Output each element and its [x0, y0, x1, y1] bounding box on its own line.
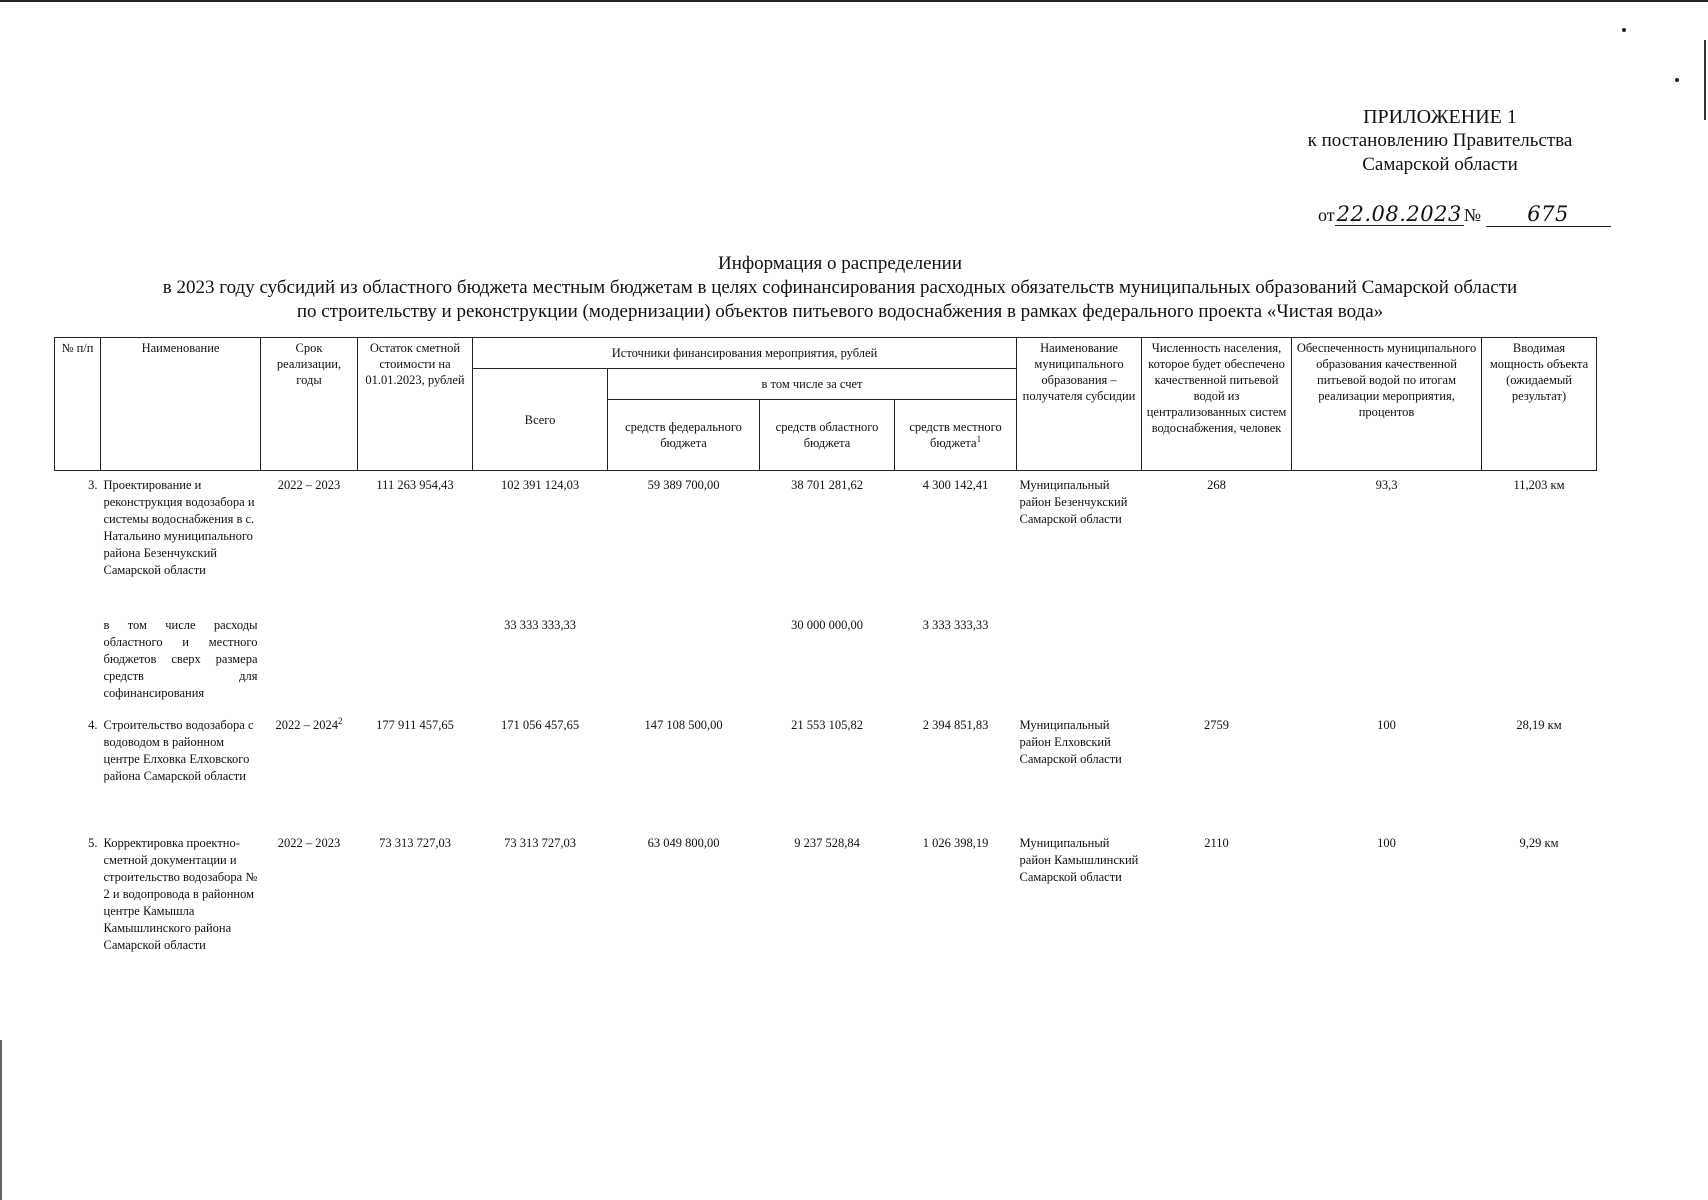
row-remaining: 111 263 954,43	[376, 478, 454, 492]
appendix-header	[1300, 105, 1580, 177]
header-total: Всего	[473, 369, 608, 471]
title-line-3: по строительству и реконструкции (модернизации) объектов питьевого водоснабжения в рамках федерального проекта «Чистая вода»	[296, 301, 1384, 322]
row-name: в том числе расходы областного и местного бюджетов сверх размера средств для софинансирования	[103, 617, 258, 700]
row-federal: 59 389 700,00	[647, 478, 720, 492]
scan-speck	[1622, 28, 1626, 32]
document-title	[60, 252, 1620, 324]
decree-line	[1318, 202, 1611, 227]
row-name: Корректировка проектно-сметной документации и строительство водозабора № 2 и водопровода в районном центре Камышла Камышлинского района Самарской области	[103, 835, 258, 952]
row-regional: 21 553 105,82	[791, 717, 863, 732]
appendix-region: Самарской области	[1362, 154, 1518, 175]
decree-number-label: №	[1463, 205, 1482, 225]
row-remaining: 73 313 727,03	[379, 835, 451, 850]
header-local-footnote: 1	[976, 433, 982, 444]
row-provision: 100	[1377, 717, 1396, 732]
row-recipient: Муниципальный район Камышлинский Самарской области	[1019, 835, 1139, 884]
table-row	[55, 711, 1597, 829]
row-no	[55, 611, 101, 711]
row-federal	[608, 611, 760, 711]
header-sources: Источники финансирования мероприятия, рублей	[473, 338, 1017, 369]
table-row	[55, 471, 1597, 611]
header-federal: средств федерального бюджета	[608, 400, 760, 471]
row-population: 268	[1207, 478, 1226, 492]
row-remaining: 177 911 457,65	[376, 717, 454, 732]
appendix-subtitle: к постановлению Правительства	[1307, 130, 1573, 151]
row-local: 1 026 398,19	[922, 835, 989, 850]
row-local: 3 333 333,33	[922, 617, 989, 632]
decree-from-label: от	[1318, 205, 1335, 225]
row-total: 102 391 124,03	[500, 478, 580, 492]
row-no: 3.	[88, 478, 98, 492]
table-body	[55, 471, 1597, 979]
header-provision: Обеспеченность муниципального образования качественной питьевой водой по итогам реализации мероприятия, процентов	[1292, 338, 1482, 471]
row-capacity: 9,29 км	[1519, 835, 1559, 850]
scan-right-edge	[1704, 40, 1706, 120]
row-local: 2 394 851,83	[922, 717, 989, 732]
table-row	[55, 611, 1597, 711]
row-period-footnote: 2	[338, 715, 343, 726]
header-no: № п/п	[55, 338, 101, 471]
row-total: 33 333 333,33	[504, 617, 576, 632]
header-period: Срок реализации, годы	[261, 338, 358, 471]
decree-number: 675	[1486, 202, 1611, 227]
header-capacity: Вводимая мощность объекта (ожидаемый результат)	[1482, 338, 1597, 471]
row-federal: 147 108 500,00	[644, 717, 723, 732]
row-regional: 9 237 528,84	[794, 835, 860, 850]
header-including: в том числе за счет	[608, 369, 1017, 400]
row-period-text: 2022 – 2023	[277, 478, 341, 492]
row-local: 4 300 142,41	[922, 478, 989, 492]
scan-speck	[1675, 78, 1679, 82]
row-provision: 100	[1377, 835, 1396, 850]
row-period	[261, 471, 358, 611]
row-no: 4.	[88, 717, 98, 732]
header-local-text: средств местного бюджета	[909, 420, 1002, 450]
row-provision	[1292, 611, 1482, 711]
row-total: 171 056 457,65	[500, 717, 580, 732]
header-name: Наименование	[101, 338, 261, 471]
header-population: Численность населения, которое будет обеспечено качественной питьевой водой из централизованных систем водоснабжения, человек	[1142, 338, 1292, 471]
row-name: Строительство водозабора с водоводом в районном центре Елховка Елховского района Самарской области	[103, 717, 254, 783]
row-capacity	[1482, 611, 1597, 711]
row-capacity: 11,203 км	[1513, 478, 1565, 492]
row-total: 73 313 727,03	[504, 835, 576, 850]
header-local	[895, 400, 1017, 471]
row-provision: 93,3	[1375, 478, 1398, 492]
row-no: 5.	[88, 835, 98, 850]
decree-date: 22.08.2023	[1336, 202, 1462, 226]
scan-top-edge	[0, 0, 1708, 2]
row-regional: 38 701 281,62	[791, 478, 863, 492]
row-period	[261, 829, 358, 979]
row-capacity: 28,19 км	[1516, 717, 1562, 732]
row-recipient: Муниципальный район Безенчукский Самарской области	[1019, 478, 1128, 526]
scan-left-edge	[0, 1040, 2, 1200]
title-line-2: в 2023 году субсидий из областного бюджета местным бюджетам в целях софинансирования расходных обязательств муниципальных образований Самарской области	[162, 277, 1518, 298]
header-remaining: Остаток сметной стоимости на 01.01.2023, рублей	[358, 338, 473, 471]
row-population: 2759	[1204, 717, 1230, 732]
row-recipient	[1017, 611, 1142, 711]
row-remaining	[358, 611, 473, 711]
appendix-title: ПРИЛОЖЕНИЕ 1	[1363, 106, 1517, 128]
table-row	[55, 829, 1597, 979]
row-name: Проектирование и реконструкция водозабора и системы водоснабжения в с. Натальино муниципального района Безенчукский Самарской области	[103, 478, 255, 577]
table-header	[55, 338, 1597, 471]
row-period-text: 2022 – 2024	[275, 717, 338, 732]
row-period	[261, 611, 358, 711]
row-population	[1142, 611, 1292, 711]
distribution-table	[54, 337, 1597, 979]
header-regional: средств областного бюджета	[760, 400, 895, 471]
row-federal: 63 049 800,00	[647, 835, 720, 850]
title-line-1: Информация о распределении	[717, 253, 963, 274]
row-regional: 30 000 000,00	[791, 617, 863, 632]
row-recipient: Муниципальный район Елховский Самарской области	[1019, 717, 1122, 766]
header-recipient: Наименование муниципального образования – получателя субсидии	[1017, 338, 1142, 471]
row-population: 2110	[1204, 835, 1229, 850]
row-period	[261, 711, 358, 829]
row-period-text: 2022 – 2023	[277, 835, 341, 850]
